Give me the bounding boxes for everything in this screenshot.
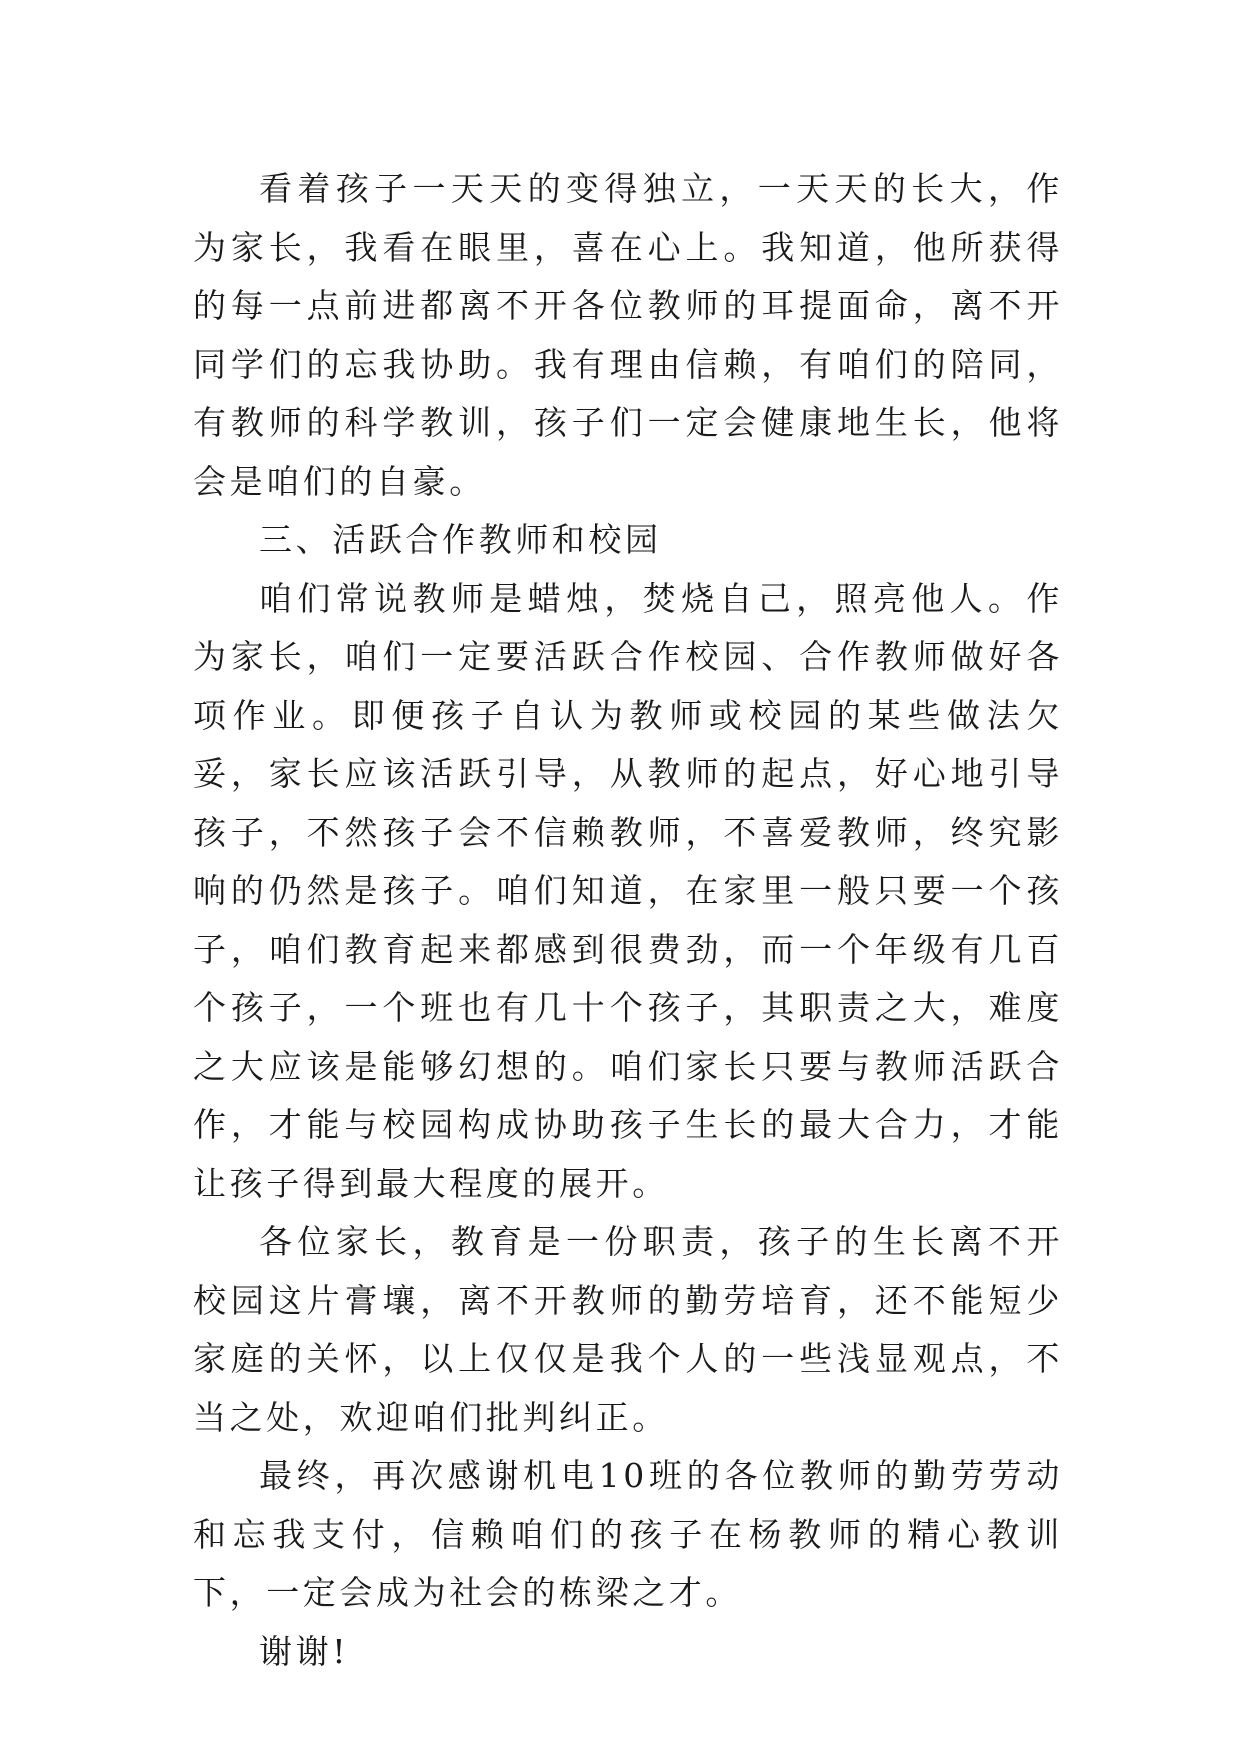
closing-thanks: 谢谢!: [259, 1631, 350, 1671]
paragraph-teachers-candles: 咱们常说教师是蜡烛，焚烧自己，照亮他人。作为家长，咱们一定要活跃合作校园、合作教师做好各项作业。即便孩子自认为教师或校园的某些做法欠妥，家长应该活跃引导，从教师的起点，好心地引导孩子，不然孩子会不信赖教师，不喜爱教师，终究影响的仍然是孩子。咱们知道，在家里一般只要一个孩子，咱们教育起来都感到很费劲，而一个年级有几百个孩子，一个班也有几十个孩子，其职责之大，难度之大应该是能够幻想的。咱们家长只要与教师活跃合作，才能与校园构成协助孩子生长的最大合力，才能让孩子得到最大程度的展开。: [193, 578, 1063, 1203]
paragraph-education-duty: 各位家长，教育是一份职责，孩子的生长离不开校园这片膏壤，离不开教师的勤劳培育，还不能短少家庭的关怀，以上仅仅是我个人的一些浅显观点，不当之处，欢迎咱们批判纠正。: [193, 1222, 1063, 1437]
paragraph-final-thanks: 最终，再次感谢机电10班的各位教师的勤劳劳动和忘我支付，信赖咱们的孩子在杨教师的精心教训下，一定会成为社会的栋梁之才。: [193, 1456, 1063, 1612]
paragraph-parent-pride: 看着孩子一天天的变得独立，一天天的长大，作为家长，我看在眼里，喜在心上。我知道，他所获得的每一点前进都离不开各位教师的耳提面命，离不开同学们的忘我协助。我有理由信赖，有咱们的陪同，有教师的科学教训，孩子们一定会健康地生长，他将会是咱们的自豪。: [193, 169, 1063, 501]
document-body: [193, 160, 1063, 1681]
section-heading-cooperate: 三、活跃合作教师和校园: [259, 520, 662, 559]
